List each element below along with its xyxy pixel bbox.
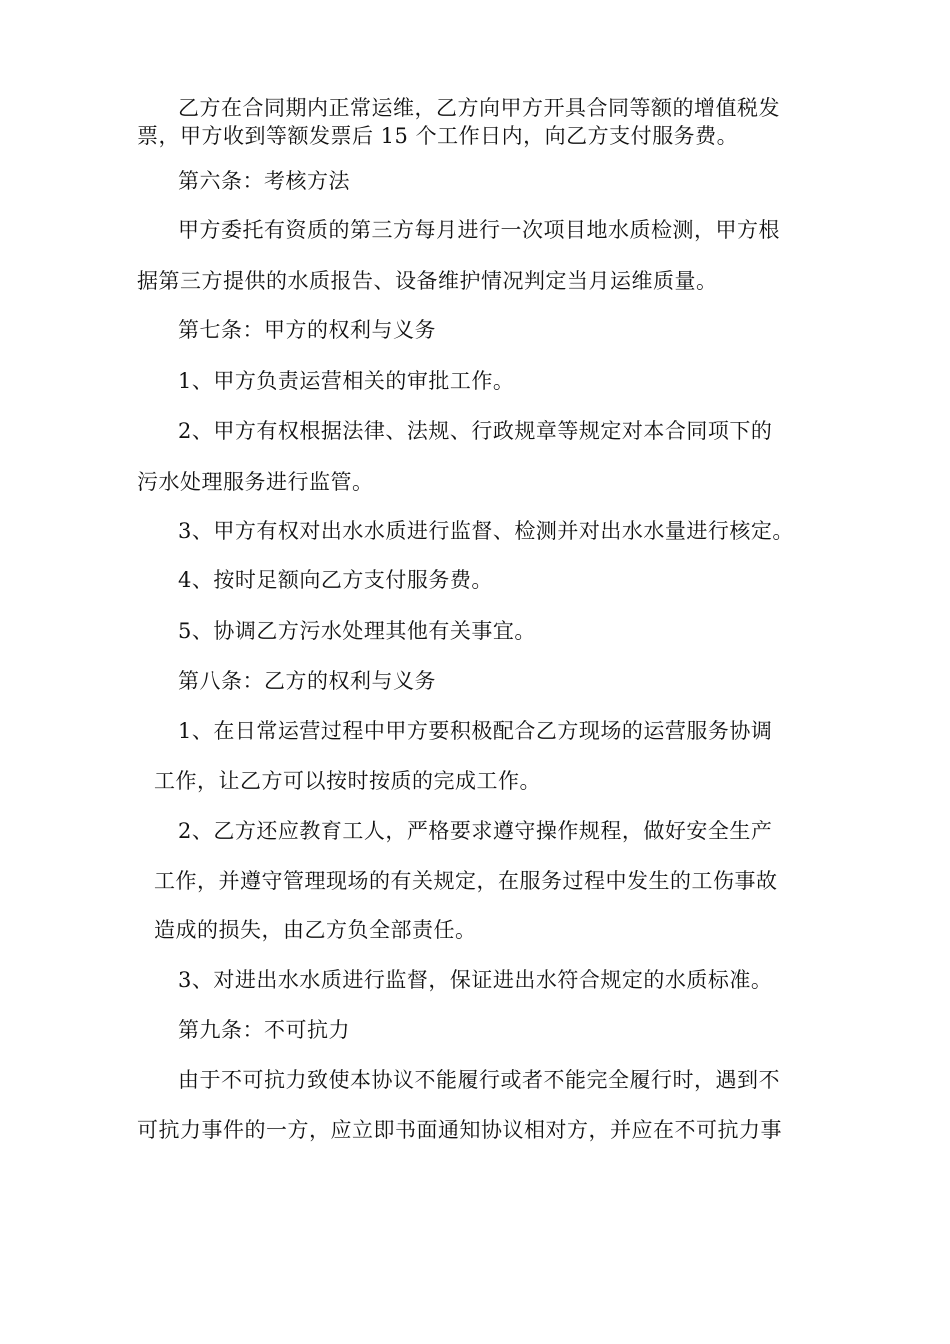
paragraph-line: 乙方在合同期内正常运维，乙方向甲方开具合同等额的增值税发: [178, 96, 780, 120]
paragraph-line: 甲方委托有资质的第三方每月进行一次项目地水质检测，甲方根: [178, 218, 780, 242]
paragraph-line: 可抗力事件的一方，应立即书面通知协议相对方，并应在不可抗力事: [137, 1118, 782, 1142]
list-item: 3、甲方有权对出水水质进行监督、检测并对出水水量进行核定。: [178, 519, 794, 543]
section-heading: 第七条：甲方的权利与义务: [178, 318, 436, 342]
list-item: 4、按时足额向乙方支付服务费。: [178, 568, 493, 592]
paragraph-line: 工作，并遵守管理现场的有关规定，在服务过程中发生的工伤事故: [154, 869, 778, 893]
list-item: 1、在日常运营过程中甲方要积极配合乙方现场的运营服务协调: [178, 719, 773, 743]
list-item: 1、甲方负责运营相关的审批工作。: [178, 369, 515, 393]
paragraph-line: 据第三方提供的水质报告、设备维护情况判定当月运维质量。: [137, 269, 718, 293]
paragraph-line: 污水处理服务进行监管。: [137, 470, 374, 494]
section-heading: 第八条：乙方的权利与义务: [178, 669, 436, 693]
list-item: 5、协调乙方污水处理其他有关事宜。: [178, 619, 536, 643]
section-heading: 第六条：考核方法: [178, 169, 350, 193]
paragraph-line: 工作，让乙方可以按时按质的完成工作。: [154, 769, 541, 793]
paragraph-line: 造成的损失，由乙方负全部责任。: [154, 918, 477, 942]
section-heading: 第九条：不可抗力: [178, 1018, 350, 1042]
list-item: 2、甲方有权根据法律、法规、行政规章等规定对本合同项下的: [178, 419, 773, 443]
paragraph-line: 票，甲方收到等额发票后 15 个工作日内，向乙方支付服务费。: [137, 124, 739, 148]
list-item: 3、对进出水水质进行监督，保证进出水符合规定的水质标准。: [178, 968, 773, 992]
paragraph-line: 由于不可抗力致使本协议不能履行或者不能完全履行时，遇到不: [178, 1068, 780, 1092]
list-item: 2、乙方还应教育工人，严格要求遵守操作规程，做好安全生产: [178, 819, 773, 843]
